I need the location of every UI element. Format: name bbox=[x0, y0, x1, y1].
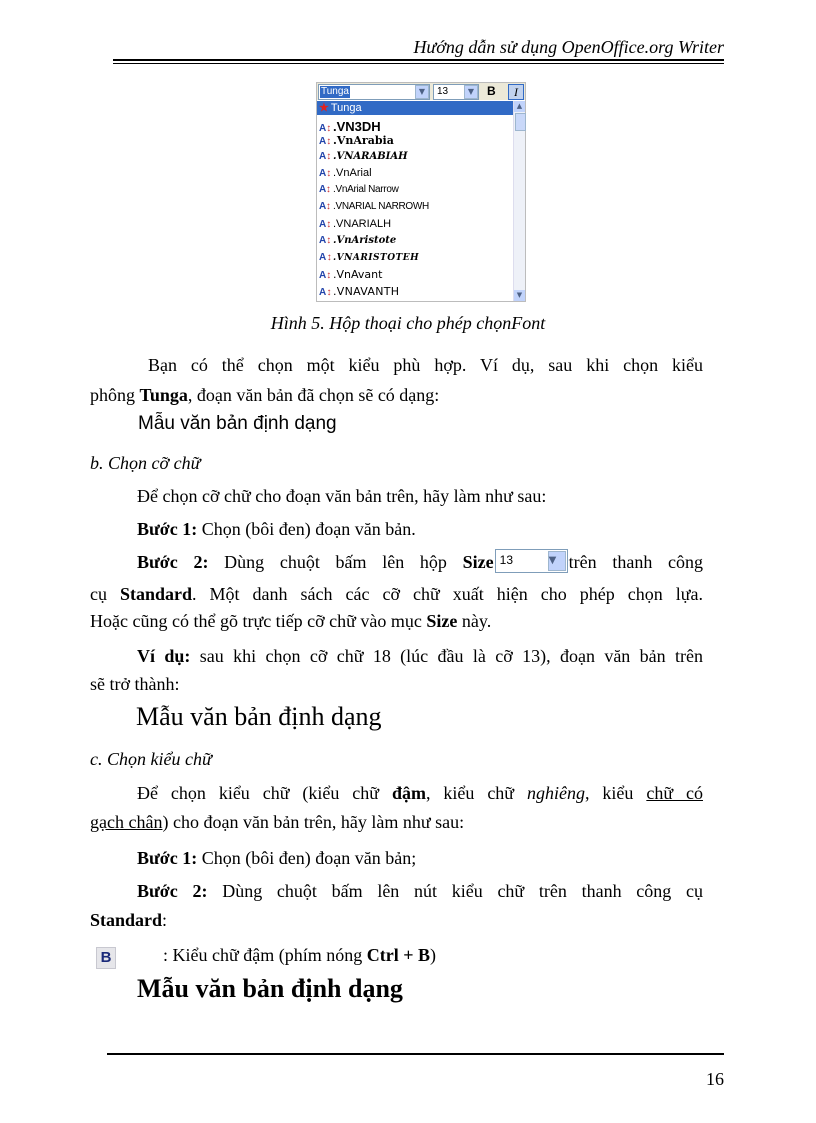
bold-shortcut-description: : Kiểu chữ đậm (phím nóng Ctrl + B) bbox=[163, 945, 436, 965]
paragraph-example-line2: sẽ trở thành: bbox=[90, 674, 180, 694]
italic-button[interactable]: I bbox=[508, 84, 524, 100]
section-heading-c: c. Chọn kiểu chữ bbox=[90, 749, 212, 769]
font-list-item-selected[interactable] bbox=[317, 101, 513, 115]
font-type-icon: A↕ bbox=[319, 168, 332, 179]
bold-button[interactable]: B bbox=[487, 84, 496, 98]
chevron-down-icon[interactable]: ▼ bbox=[415, 85, 429, 99]
chevron-down-icon[interactable]: ▼ bbox=[464, 85, 478, 99]
font-list-item[interactable]: A↕.VNAVANTH bbox=[319, 285, 400, 298]
bold-button-icon: B bbox=[96, 947, 116, 969]
font-name-box[interactable] bbox=[318, 84, 430, 100]
font-type-icon: ★ bbox=[319, 102, 329, 114]
paragraph-c-step2-line2: Standard: bbox=[90, 910, 168, 930]
figure-caption: Hình 5. Hộp thoại cho phép chọnFont bbox=[270, 313, 546, 333]
font-list[interactable] bbox=[317, 101, 513, 301]
header-rule-thin bbox=[113, 63, 724, 64]
font-list-item[interactable]: A↕.VNARISTOTEH bbox=[319, 252, 420, 263]
font-size-value: 13 bbox=[437, 86, 449, 97]
font-name-value: Tunga bbox=[321, 86, 349, 97]
font-list-item[interactable]: A↕ .VnArial Narrow bbox=[319, 184, 399, 195]
font-size-box[interactable] bbox=[433, 84, 479, 100]
font-type-icon: A↕ bbox=[319, 252, 333, 263]
font-list-item[interactable]: A↕ .VnAvant bbox=[319, 268, 383, 281]
paragraph-b-intro: Để chọn cỡ chữ cho đoạn văn bản trên, hãy làm như sau: bbox=[137, 486, 547, 506]
paragraph-b-step1: Bước 1: Chọn (bôi đen) đoạn văn bản. bbox=[137, 519, 416, 539]
scroll-up-icon[interactable]: ▲ bbox=[514, 101, 525, 112]
font-list-scrollbar[interactable] bbox=[513, 101, 525, 301]
chevron-down-icon: ▼ bbox=[548, 551, 566, 571]
paragraph-c-step1: Bước 1: Chọn (bôi đen) đoạn văn bản; bbox=[137, 848, 417, 868]
font-list-item[interactable]: A↕ .VNARIALH bbox=[319, 218, 392, 230]
font-list-item[interactable]: A↕ .VnArial bbox=[319, 167, 372, 179]
font-type-icon: A↕ bbox=[319, 201, 331, 212]
scroll-thumb[interactable] bbox=[515, 113, 526, 131]
font-list-item[interactable]: A↕ .VN3DH bbox=[319, 119, 381, 134]
font-list-item[interactable]: A↕ .VnAristote bbox=[319, 235, 397, 246]
paragraph-intro: Bạn có thể chọn một kiểu phù hợp. Ví dụ, sau khi chọn kiểu bbox=[148, 355, 703, 375]
paragraph-b-step2-line2: cụ Standard. Một danh sách các cỡ chữ xuất hiện cho phép chọn lựa. bbox=[90, 584, 703, 604]
font-type-icon: A↕ bbox=[319, 123, 332, 134]
font-list-item[interactable]: A↕ .VNARABIAH bbox=[319, 151, 408, 162]
font-type-icon: A↕ bbox=[319, 151, 332, 162]
font-type-icon: A↕ bbox=[319, 184, 331, 195]
font-dialog-figure bbox=[316, 82, 526, 302]
sample-text-tunga: Mẫu văn bản định dạng bbox=[138, 413, 337, 434]
font-list-item[interactable]: A↕ .VnArabia bbox=[319, 134, 394, 147]
paragraph-c-intro: Để chọn kiểu chữ (kiểu chữ đậm, kiểu chữ nghiêng, kiểu chữ có bbox=[137, 783, 703, 803]
sample-text-size18: Mẫu văn bản định dạng bbox=[136, 702, 382, 731]
font-type-icon: A↕ bbox=[319, 287, 332, 298]
paragraph-b-step2-line3: Hoặc cũng có thể gõ trực tiếp cỡ chữ vào mục Size này. bbox=[90, 611, 492, 631]
paragraph-example: Ví dụ: sau khi chọn cỡ chữ 18 (lúc đầu là cỡ 13), đoạn văn bản trên bbox=[137, 646, 704, 666]
formatting-toolbar bbox=[317, 83, 525, 100]
paragraph-c-step2: Bước 2: Dùng chuột bấm lên nút kiểu chữ trên thanh công cụ bbox=[137, 881, 703, 901]
sample-text-bold: Mẫu văn bản định dạng bbox=[137, 974, 403, 1003]
font-list-item[interactable]: A↕ .VNARIAL NARROWH bbox=[319, 201, 429, 212]
running-header: Hướng dẫn sử dụng OpenOffice.org Writer bbox=[413, 37, 724, 57]
page-number: 16 bbox=[706, 1069, 724, 1089]
paragraph-b-step2: Bước 2: Dùng chuột bấm lên hộp Size 13 ▼ trên thanh công bbox=[90, 548, 703, 576]
header-rule bbox=[113, 59, 724, 61]
font-type-icon: A↕ bbox=[319, 270, 332, 281]
scroll-down-icon[interactable]: ▼ bbox=[514, 290, 525, 301]
paragraph-c-intro-line2: gạch chân) cho đoạn văn bản trên, hãy làm như sau: bbox=[90, 812, 465, 832]
font-type-icon: A↕ bbox=[319, 219, 332, 230]
size-box-inline: 13 ▼ bbox=[495, 549, 568, 573]
paragraph-intro-line2: phông Tunga, đoạn văn bản đã chọn sẽ có dạng: bbox=[90, 385, 440, 405]
font-list-item-label: Tunga bbox=[330, 102, 362, 114]
section-heading-b: b. Chọn cỡ chữ bbox=[90, 453, 201, 473]
footer-rule bbox=[107, 1053, 724, 1055]
font-type-icon: A↕ bbox=[319, 136, 332, 147]
font-type-icon: A↕ bbox=[319, 235, 332, 246]
